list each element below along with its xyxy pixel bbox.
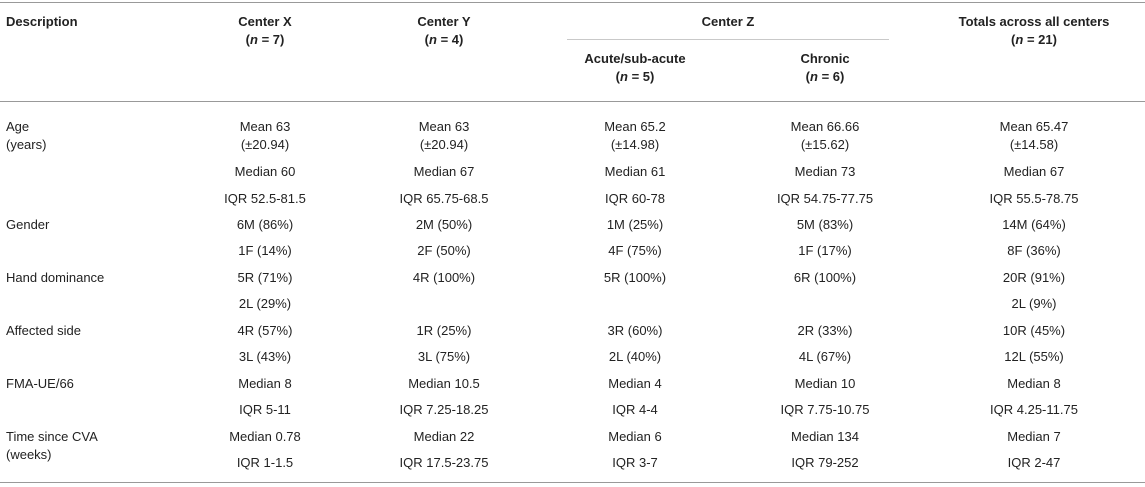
- table-cell: 14M (64%): [1002, 217, 1066, 232]
- table-cell: Median 67: [1003, 164, 1065, 179]
- table-cell: 5M (83%): [796, 217, 854, 232]
- table-cell: Median 4: [608, 376, 662, 391]
- table-cell: Median 6: [608, 429, 662, 444]
- table-cell: Median 0.78: [229, 429, 301, 444]
- table-cell: 1F (14%): [238, 243, 292, 258]
- table-bottom-rule: [0, 482, 1145, 483]
- row-label-age: Age (years): [6, 119, 47, 152]
- table-cell: (±20.94): [419, 137, 469, 152]
- header-acute-name: Acute/sub-acute: [584, 51, 686, 66]
- header-acute: [555, 50, 715, 86]
- header-acute-n: (n = 5): [615, 69, 655, 84]
- header-center-y-n: (n = 4): [424, 32, 464, 47]
- table-cell: IQR 60-78: [605, 191, 665, 206]
- table-cell: Median 10: [794, 376, 856, 391]
- header-totals-n: (n = 21): [1011, 32, 1057, 47]
- table-cell: Mean 66.66: [790, 119, 860, 134]
- header-chronic-name: Chronic: [800, 51, 850, 66]
- table-cell: Median 61: [604, 164, 666, 179]
- table-cell: IQR 1-1.5: [236, 455, 294, 470]
- table-cell: IQR 4-4: [612, 402, 658, 417]
- table-cell: 10R (45%): [1002, 323, 1066, 338]
- table-cell: IQR 7.25-18.25: [399, 402, 489, 417]
- table-cell: 2L (29%): [238, 296, 292, 311]
- table-cell: IQR 4.25-11.75: [990, 402, 1078, 417]
- table-cell: Median 10.5: [408, 376, 480, 391]
- table-cell: 4R (100%): [412, 270, 476, 285]
- table-cell: 3L (75%): [417, 349, 471, 364]
- table-cell: Median 7: [1007, 429, 1061, 444]
- table-cell: 2L (40%): [608, 349, 662, 364]
- table-cell: 12L (55%): [1004, 349, 1064, 364]
- table-cell: 5R (100%): [603, 270, 667, 285]
- table-cell: Mean 63: [239, 119, 291, 134]
- table-cell: IQR 55.5-78.75: [989, 191, 1079, 206]
- table-cell: 4R (57%): [237, 323, 293, 338]
- header-center-x-name: Center X: [238, 14, 292, 29]
- table-cell: Mean 63: [418, 119, 470, 134]
- table-cell: (±15.62): [800, 137, 850, 152]
- table-top-rule: [0, 2, 1145, 3]
- table-cell: 2L (9%): [1011, 296, 1057, 311]
- table-cell: 2R (33%): [797, 323, 853, 338]
- table-cell: IQR 54.75-77.75: [776, 191, 874, 206]
- header-description: Description: [6, 14, 78, 29]
- table-cell: Mean 65.47: [999, 119, 1069, 134]
- table-cell: Median 134: [791, 429, 859, 444]
- header-totals: [924, 13, 1144, 49]
- table-cell: IQR 2-47: [1007, 455, 1061, 470]
- table-cell: (±14.98): [610, 137, 660, 152]
- row-label-time-since-cva: Time since CVA (weeks): [6, 429, 98, 462]
- table-cell: IQR 65.75-68.5: [399, 191, 489, 206]
- header-center-x-n: (n = 7): [245, 32, 285, 47]
- header-chronic-n: (n = 6): [805, 69, 845, 84]
- header-totals-name: Totals across all centers: [958, 14, 1110, 29]
- table-cell: 3L (43%): [238, 349, 292, 364]
- table-cell: IQR 5-11: [239, 402, 291, 417]
- table-cell: Median 22: [413, 429, 475, 444]
- row-label-fma: FMA-UE/66: [6, 376, 74, 391]
- table-cell: Mean 65.2: [604, 119, 666, 134]
- table-cell: Median 8: [238, 376, 292, 391]
- table-cell: IQR 3-7: [612, 455, 658, 470]
- row-label-hand-dominance: Hand dominance: [6, 270, 105, 285]
- table-cell: 1R (25%): [416, 323, 472, 338]
- table-cell: IQR 17.5-23.75: [399, 455, 489, 470]
- table-cell: Median 67: [413, 164, 475, 179]
- table-cell: IQR 79-252: [791, 455, 859, 470]
- table-cell: 8F (36%): [1007, 243, 1061, 258]
- table-cell: IQR 7.75-10.75: [780, 402, 870, 417]
- header-center-y-name: Center Y: [417, 14, 471, 29]
- table-cell: Median 8: [1007, 376, 1061, 391]
- table-cell: 3R (60%): [607, 323, 663, 338]
- table-cell: 20R (91%): [1002, 270, 1066, 285]
- row-label-gender: Gender: [6, 217, 50, 232]
- header-chronic: [745, 50, 905, 86]
- table-cell: 2F (50%): [417, 243, 471, 258]
- table-cell: 4F (75%): [608, 243, 662, 258]
- table-cell: (±14.58): [1009, 137, 1059, 152]
- table-cell: 1F (17%): [798, 243, 852, 258]
- table-cell: 6R (100%): [793, 270, 857, 285]
- table-cell: Median 60: [234, 164, 296, 179]
- header-center-y: [334, 13, 554, 49]
- table-cell: 6M (86%): [236, 217, 294, 232]
- header-bottom-rule: [0, 101, 1145, 102]
- table-cell: 5R (71%): [237, 270, 293, 285]
- row-label-affected-side: Affected side: [6, 323, 81, 338]
- center-z-rule: [567, 39, 889, 40]
- table-cell: 4L (67%): [798, 349, 852, 364]
- table-cell: IQR 52.5-81.5: [224, 191, 306, 206]
- table-cell: Median 73: [794, 164, 856, 179]
- table-cell: (±20.94): [240, 137, 290, 152]
- table-cell: 1M (25%): [606, 217, 664, 232]
- header-center-z: Center Z: [701, 14, 755, 29]
- table-cell: 2M (50%): [415, 217, 473, 232]
